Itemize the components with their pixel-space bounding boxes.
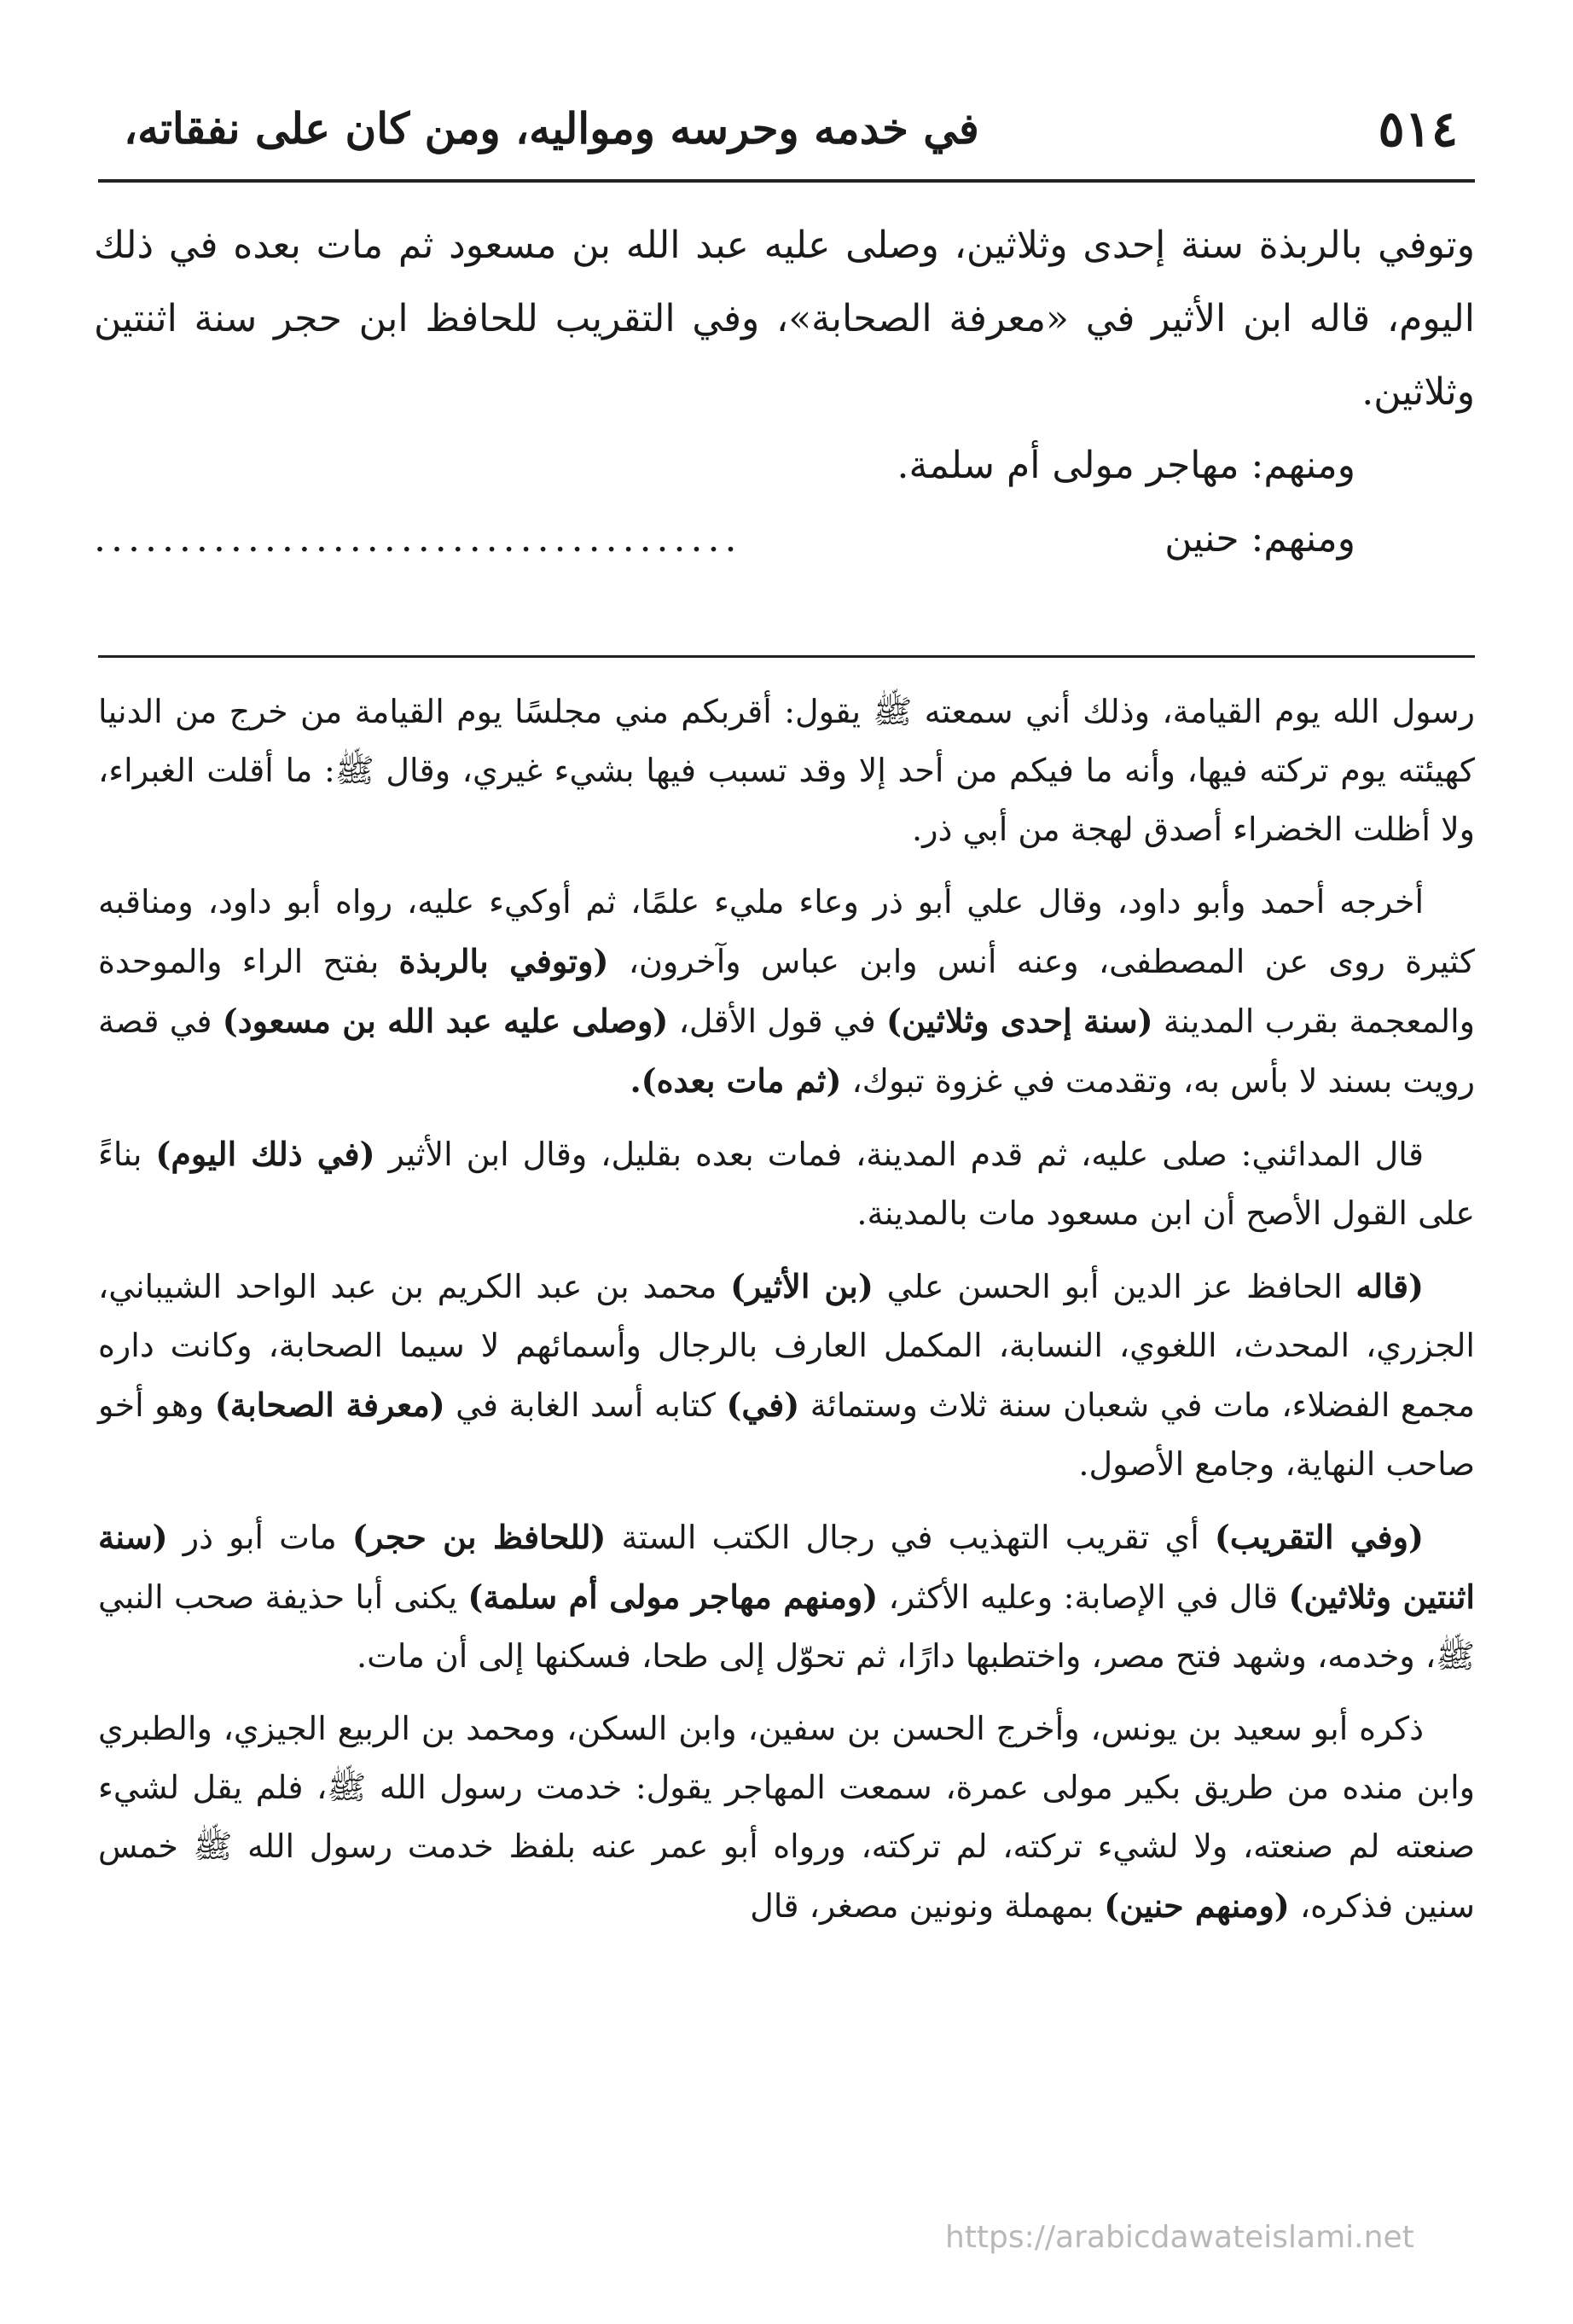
commentary-text-run: وهو أخو صاحب النهاية، وجامع الأصول.: [98, 1386, 1475, 1483]
matn-quote: (في ذلك اليوم): [155, 1135, 375, 1173]
matn-quote: (وصلى عليه عبد الله بن مسعود): [222, 1002, 669, 1040]
commentary-text-run: قال في الإصابة: وعليه الأكثر،: [878, 1578, 1289, 1616]
matn-quote: (في): [726, 1386, 800, 1424]
commentary-paragraph: [98, 1124, 1475, 1243]
commentary-text-run: بناءً على القول الأصح أن ابن مسعود مات بالمدينة.: [98, 1136, 1475, 1232]
commentary-text-run: في قصة رويت بسند لا بأس به، وتقدمت في غزوة تبوك،: [98, 1002, 1475, 1100]
matn-quote: (وتوفي بالربذة: [398, 942, 609, 980]
ellipsis-dots: ......................................: [94, 517, 742, 561]
commentary-text-run: بمهملة ونونين مصغر، قال: [750, 1887, 1105, 1925]
commentary-text-run: أي تقريب التهذيب في رجال الكتب الستة: [606, 1519, 1215, 1556]
matn-line: ومنهم: مهاجر مولى أم سلمة.: [897, 444, 1355, 487]
matn-quote: (للحافظ بن حجر): [351, 1518, 607, 1556]
matn-line-text: ومنهم: حنين: [1164, 517, 1355, 561]
matn-quote: (بن الأثير): [730, 1267, 874, 1305]
commentary-text-run: ذكره أبو سعيد بن يونس، وأخرج الحسن بن سفين، وابن السكن، ومحمد بن الربيع الجيزي، والطبري وابن منده من طريق بكير مولى عمرة، سمعت المهاجر يقول: خدمت رسول الله ﷺ، فلم يقل لشيء صنعته لم صنعته، ولا لشيء تركته، لم تركته، ورواه أبو عمر عنه بلفظ خدمت رسول الله ﷺ خمس سنين فذكره،: [98, 1710, 1475, 1925]
commentary-text: [98, 683, 1475, 1949]
main-text: [94, 209, 1475, 576]
commentary-text-run: كتابه أسد الغابة في: [444, 1386, 727, 1424]
page-number: ٥١٤: [1378, 100, 1458, 158]
commentary-paragraph: [98, 1699, 1475, 1936]
commentary-text-run: قال المدائني: صلى عليه، ثم قدم المدينة، فمات بعده بقليل، وقال ابن الأثير: [374, 1136, 1424, 1173]
page-header: [98, 81, 1475, 175]
divider-rule: [98, 655, 1475, 658]
watermark-url: https://arabicdawateislami.net: [945, 2220, 1414, 2255]
commentary-text-run: بفتح الراء والموحدة والمعجمة بقرب المدينة: [98, 943, 1476, 1040]
matn-quote: (سنة اثنتين وثلاثين): [98, 1518, 1475, 1616]
matn-quote: (قاله: [1355, 1267, 1424, 1305]
commentary-text-run: يكنى أبا حذيفة صحب النبي ﷺ، وخدمه، وشهد فتح مصر، واختطبها دارًا، ثم تحوّل إلى طحا، فسكنها إلى أن مات.: [98, 1578, 1475, 1675]
commentary-text-run: أخرجه أحمد وأبو داود، وقال علي أبو ذر وعاء مليء علمًا، ثم أوكيء عليه، رواه أبو داود، ومناقبه كثيرة روى عن المصطفى، وعنه أنس وابن عباس وآخرون،: [98, 883, 1475, 980]
commentary-paragraph: [98, 683, 1475, 859]
commentary-text-run: محمد بن عبد الكريم بن عبد الواحد الشيباني، الجزري، المحدث، اللغوي، النسابة، المكمل العارف بالرجال وأسمائهم لا سيما الصحابة، وكانت داره مجمع الفضلاء، مات في شعبان سنة ثلاث وستمائة: [98, 1268, 1475, 1424]
matn-line: [94, 503, 1475, 576]
header-rule: [98, 179, 1475, 183]
commentary-text-run: مات أبو ذر: [167, 1519, 352, 1556]
commentary-paragraph: [98, 873, 1475, 1111]
matn-quote: (ثم مات بعده).: [630, 1061, 842, 1100]
commentary-text-run: الحافظ عز الدين أبو الحسن علي: [873, 1268, 1356, 1305]
matn-quote: (وفي التقريب): [1214, 1518, 1425, 1556]
commentary-text-run: رسول الله يوم القيامة، وذلك أني سمعته ﷺ يقول: أقربكم مني مجلسًا يوم القيامة من خرج من الدنيا كهيئته يوم تركته فيها، وأنه ما فيكم من أحد إلا وقد تسبب فيها بشيء غيري، وقال ﷺ: ما أقلت الغبراء، ولا أظلت الخضراء أصدق لهجة من أبي ذر.: [98, 693, 1475, 848]
matn-quote: (ومنهم حنين): [1104, 1886, 1290, 1925]
commentary-paragraph: [98, 1257, 1475, 1494]
commentary-paragraph: [98, 1508, 1475, 1686]
matn-quote: (سنة إحدى وثلاثين): [885, 1002, 1153, 1040]
matn-paragraph: وتوفي بالربذة سنة إحدى وثلاثين، وصلى عليه عبد الله بن مسعود ثم مات بعده في ذلك اليوم، قاله ابن الأثير في «معرفة الصحابة»، وفي التقريب للحافظ ابن حجر سنة اثنتين وثلاثين.: [94, 224, 1475, 414]
commentary-text-run: في قول الأقل،: [668, 1002, 886, 1040]
matn-quote: (معرفة الصحابة): [214, 1386, 445, 1424]
matn-quote: (ومنهم مهاجر مولى أم سلمة): [467, 1577, 879, 1616]
running-title: في خدمه وحرسه ومواليه، ومن كان على نفقاته،: [124, 103, 979, 154]
